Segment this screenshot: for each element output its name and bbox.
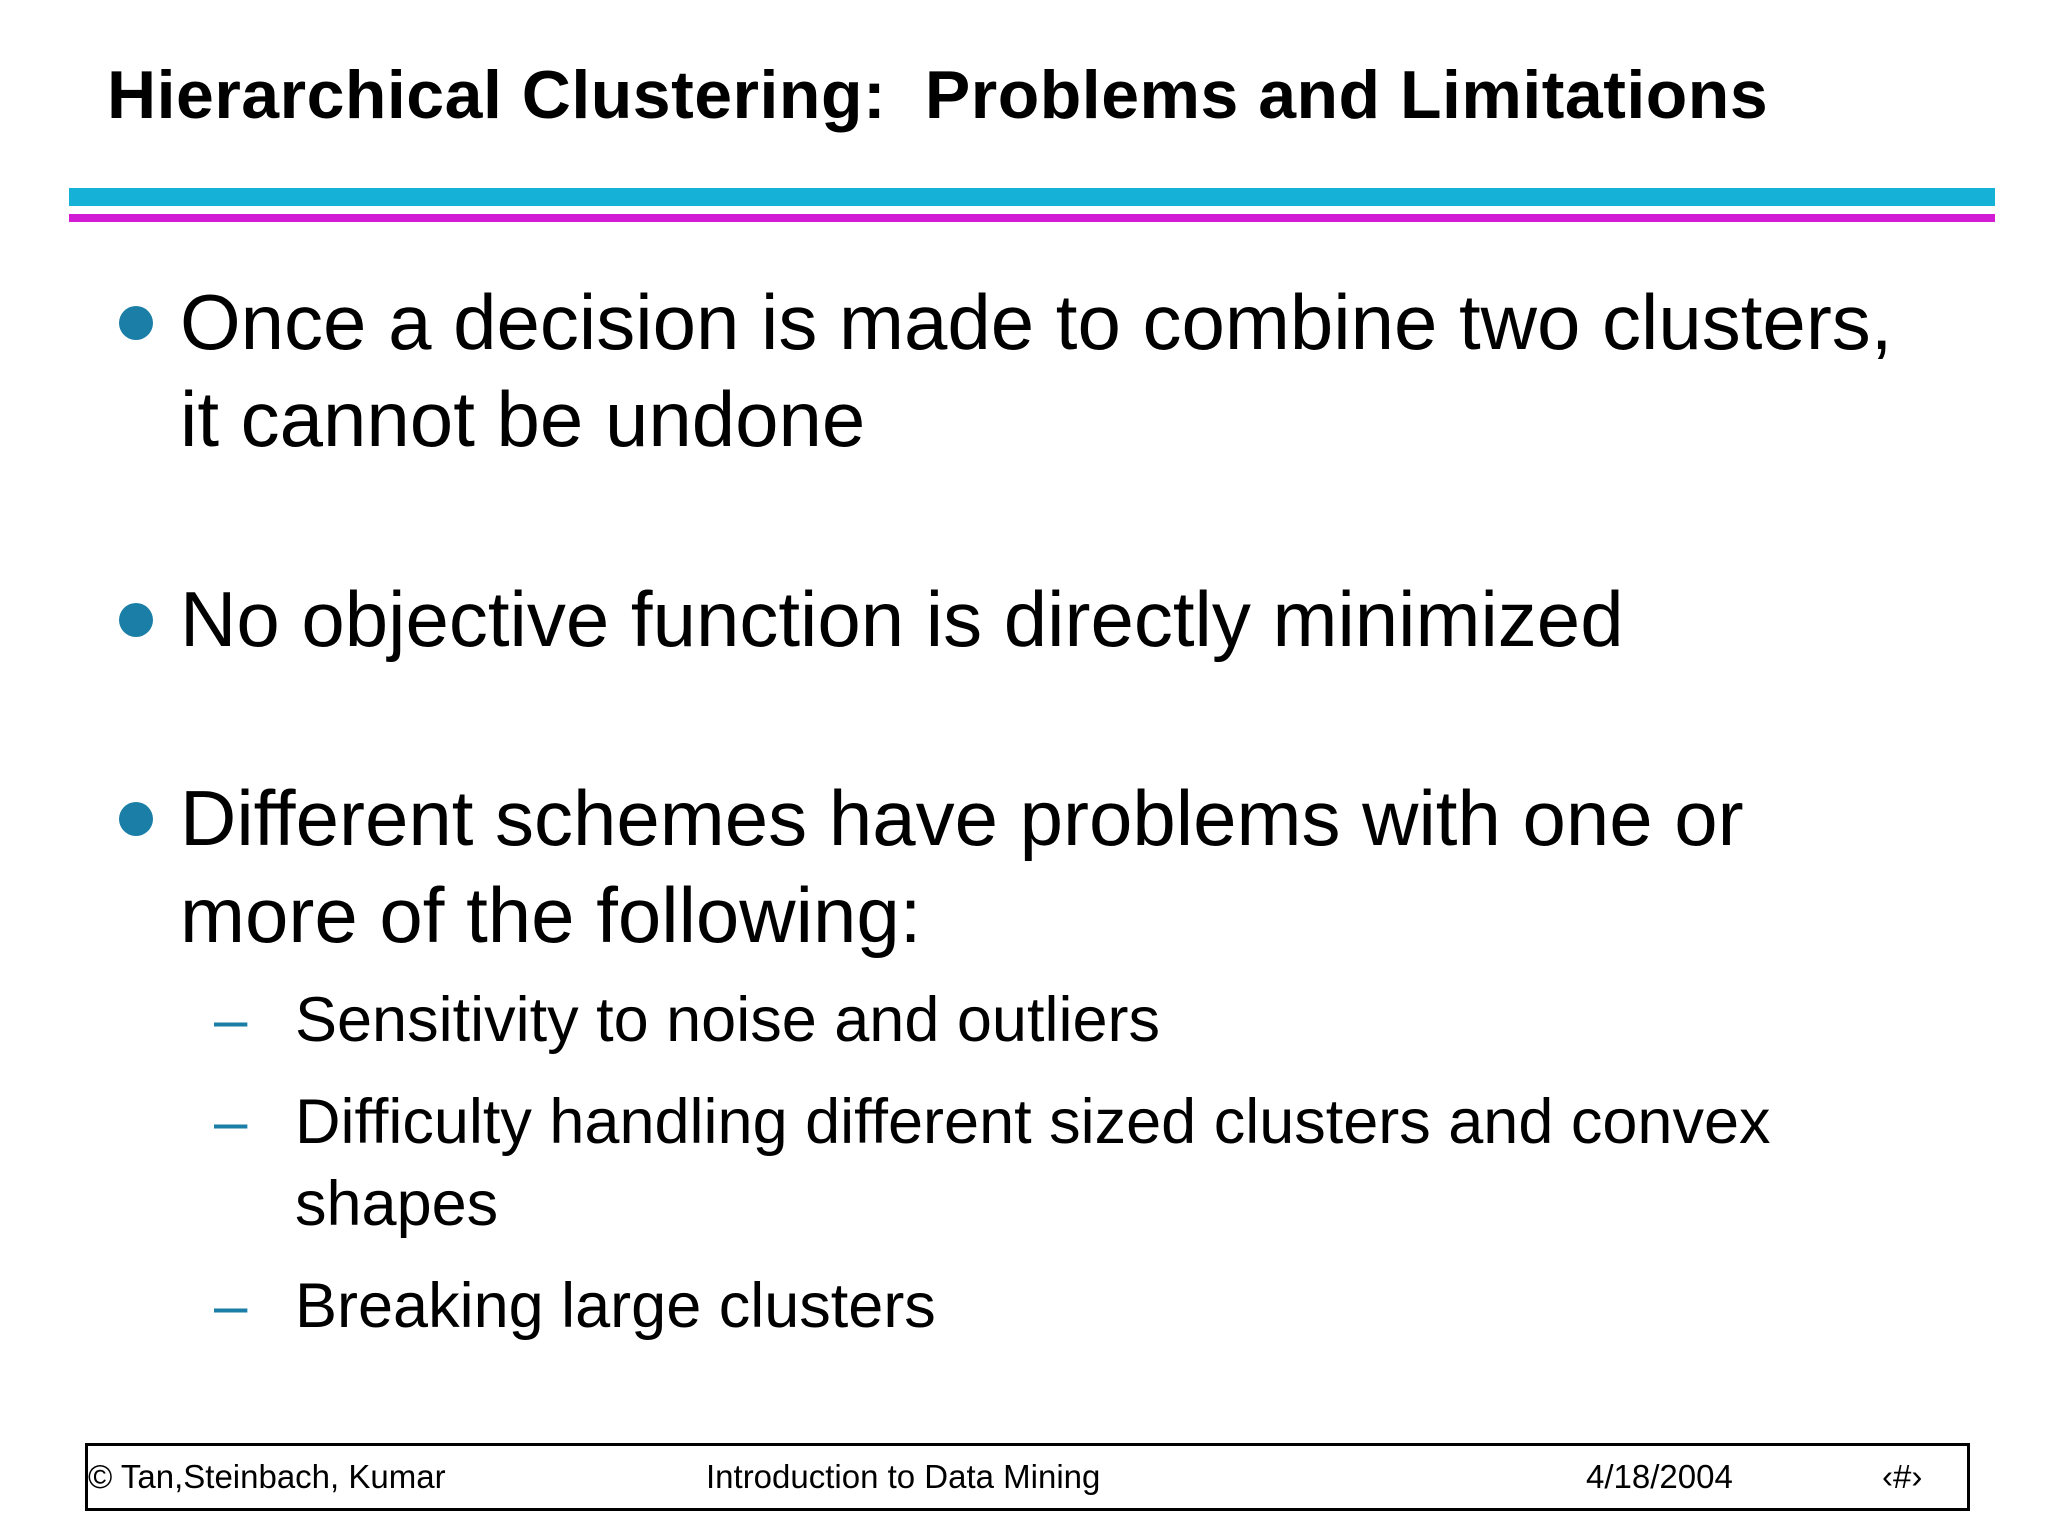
footer-page-number: ‹#›	[1882, 1458, 1923, 1495]
bullet-text: Different schemes have problems with one or more of the following:	[180, 774, 1744, 959]
slide-title: Hierarchical Clustering: Problems and Limitations	[107, 57, 1769, 133]
sub-bullet-text: Sensitivity to noise and outliers	[295, 985, 1160, 1055]
slide-footer	[85, 1443, 1970, 1511]
title-rule-cyan	[69, 188, 1995, 206]
bullet-text: Once a decision is made to combine two clusters, it cannot be undone	[180, 278, 1893, 463]
title-rule-magenta	[69, 214, 1995, 222]
bullet-dot-icon	[119, 802, 153, 836]
footer-date: 4/18/2004	[1586, 1458, 1733, 1495]
sub-bullet-text: Breaking large clusters	[295, 1271, 936, 1341]
dash-marker: –	[214, 1088, 248, 1155]
bullet-text: No objective function is directly minimized	[180, 575, 1624, 663]
bullet-dot-icon	[119, 306, 153, 340]
footer-copyright: © Tan,Steinbach, Kumar	[88, 1458, 446, 1495]
footer-course: Introduction to Data Mining	[706, 1458, 1101, 1495]
bullet-dot-icon	[119, 603, 153, 637]
dash-marker: –	[214, 1272, 248, 1339]
dash-marker: –	[214, 986, 248, 1053]
sub-bullet-text: Difficulty handling different sized clusters and convex shapes	[295, 1087, 1771, 1239]
